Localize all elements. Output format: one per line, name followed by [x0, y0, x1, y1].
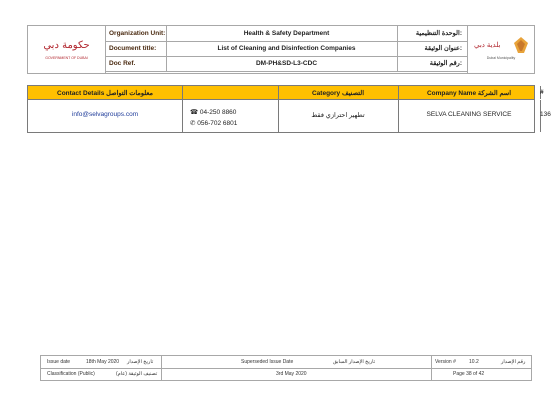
superseded-label: Superseded Issue Date: [241, 359, 294, 365]
doc-ref-ar: رقم الوثيقة:: [429, 60, 462, 67]
document-header: [27, 25, 535, 74]
municipality-emblem-icon: [514, 37, 528, 53]
company-name: SELVA CLEANING SERVICE: [426, 111, 512, 118]
doc-ref-label: Doc Ref.: [109, 60, 136, 67]
doc-ref-value: DM-PH&SD-L3-CDC: [255, 60, 318, 67]
version-label: Version #: [435, 359, 456, 365]
org-unit-ar: الوحدة التنظيمية:: [415, 30, 462, 37]
classification-label: Classification (Public): [47, 371, 95, 377]
mobile-number: ✆ 056-702 6801: [190, 120, 238, 127]
page-number: Page 38 of 42: [453, 371, 485, 377]
doc-title-label: Document title:: [109, 45, 157, 52]
version-value: 10.2: [469, 359, 479, 365]
doc-title-ar: عنوان الوثيقة:: [424, 45, 462, 52]
version-ar: رقم الإصدار: [501, 359, 526, 365]
org-unit-row: [105, 26, 468, 42]
issue-date-ar: تاريخ الإصدار: [127, 359, 154, 365]
superseded-value: 3rd May 2020: [276, 371, 307, 377]
table-header-row: Contact Details معلومات التواصل Category التصنيف Company Name اسم الشركة #: [28, 86, 534, 100]
header-company: Company Name اسم الشركة: [398, 86, 541, 99]
phone-number: ☎ 04-250 8860: [190, 109, 237, 116]
doc-title-value: List of Cleaning and Disinfection Companies: [217, 45, 356, 52]
org-unit-label: Organization Unit:: [109, 30, 166, 37]
logo-left-en: GOVERNMENT OF DUBAI: [45, 56, 88, 60]
dubai-municipality-logo: [467, 26, 534, 73]
footer-row-2: [41, 368, 531, 380]
doc-title-row: [105, 41, 468, 57]
superseded-ar: تاريخ الإصدار السابق: [333, 359, 376, 365]
table-row: info@selvagroups.com ☎ 04-250 8860 ✆ 056-702 6801 تطهير احترازي فقط SELVA CLEANING SERVICE 136: [28, 100, 534, 132]
logo-right-ar: بلدية دبي: [474, 42, 501, 49]
email-link[interactable]: info@selvagroups.com: [71, 111, 139, 118]
companies-table: [27, 85, 551, 133]
logo-right-en: Dubai Municipality: [486, 56, 516, 60]
classification-ar: تصنيف الوثيقة (عام): [116, 371, 158, 377]
header-contact: Contact Details معلومات التواصل: [28, 86, 183, 99]
doc-ref-row: [105, 56, 468, 72]
header-category: Category التصنيف: [278, 86, 399, 99]
issue-date-label: Issue date: [47, 359, 71, 365]
government-of-dubai-logo: [28, 26, 106, 73]
document-footer: [40, 355, 532, 381]
issue-date-value: 18th May 2020: [86, 359, 120, 365]
logo-left-ar: حكومة دبي: [43, 40, 90, 51]
category-value: تطهير احترازي فقط: [311, 112, 365, 119]
org-unit-value: Health & Safety Department: [243, 30, 330, 37]
